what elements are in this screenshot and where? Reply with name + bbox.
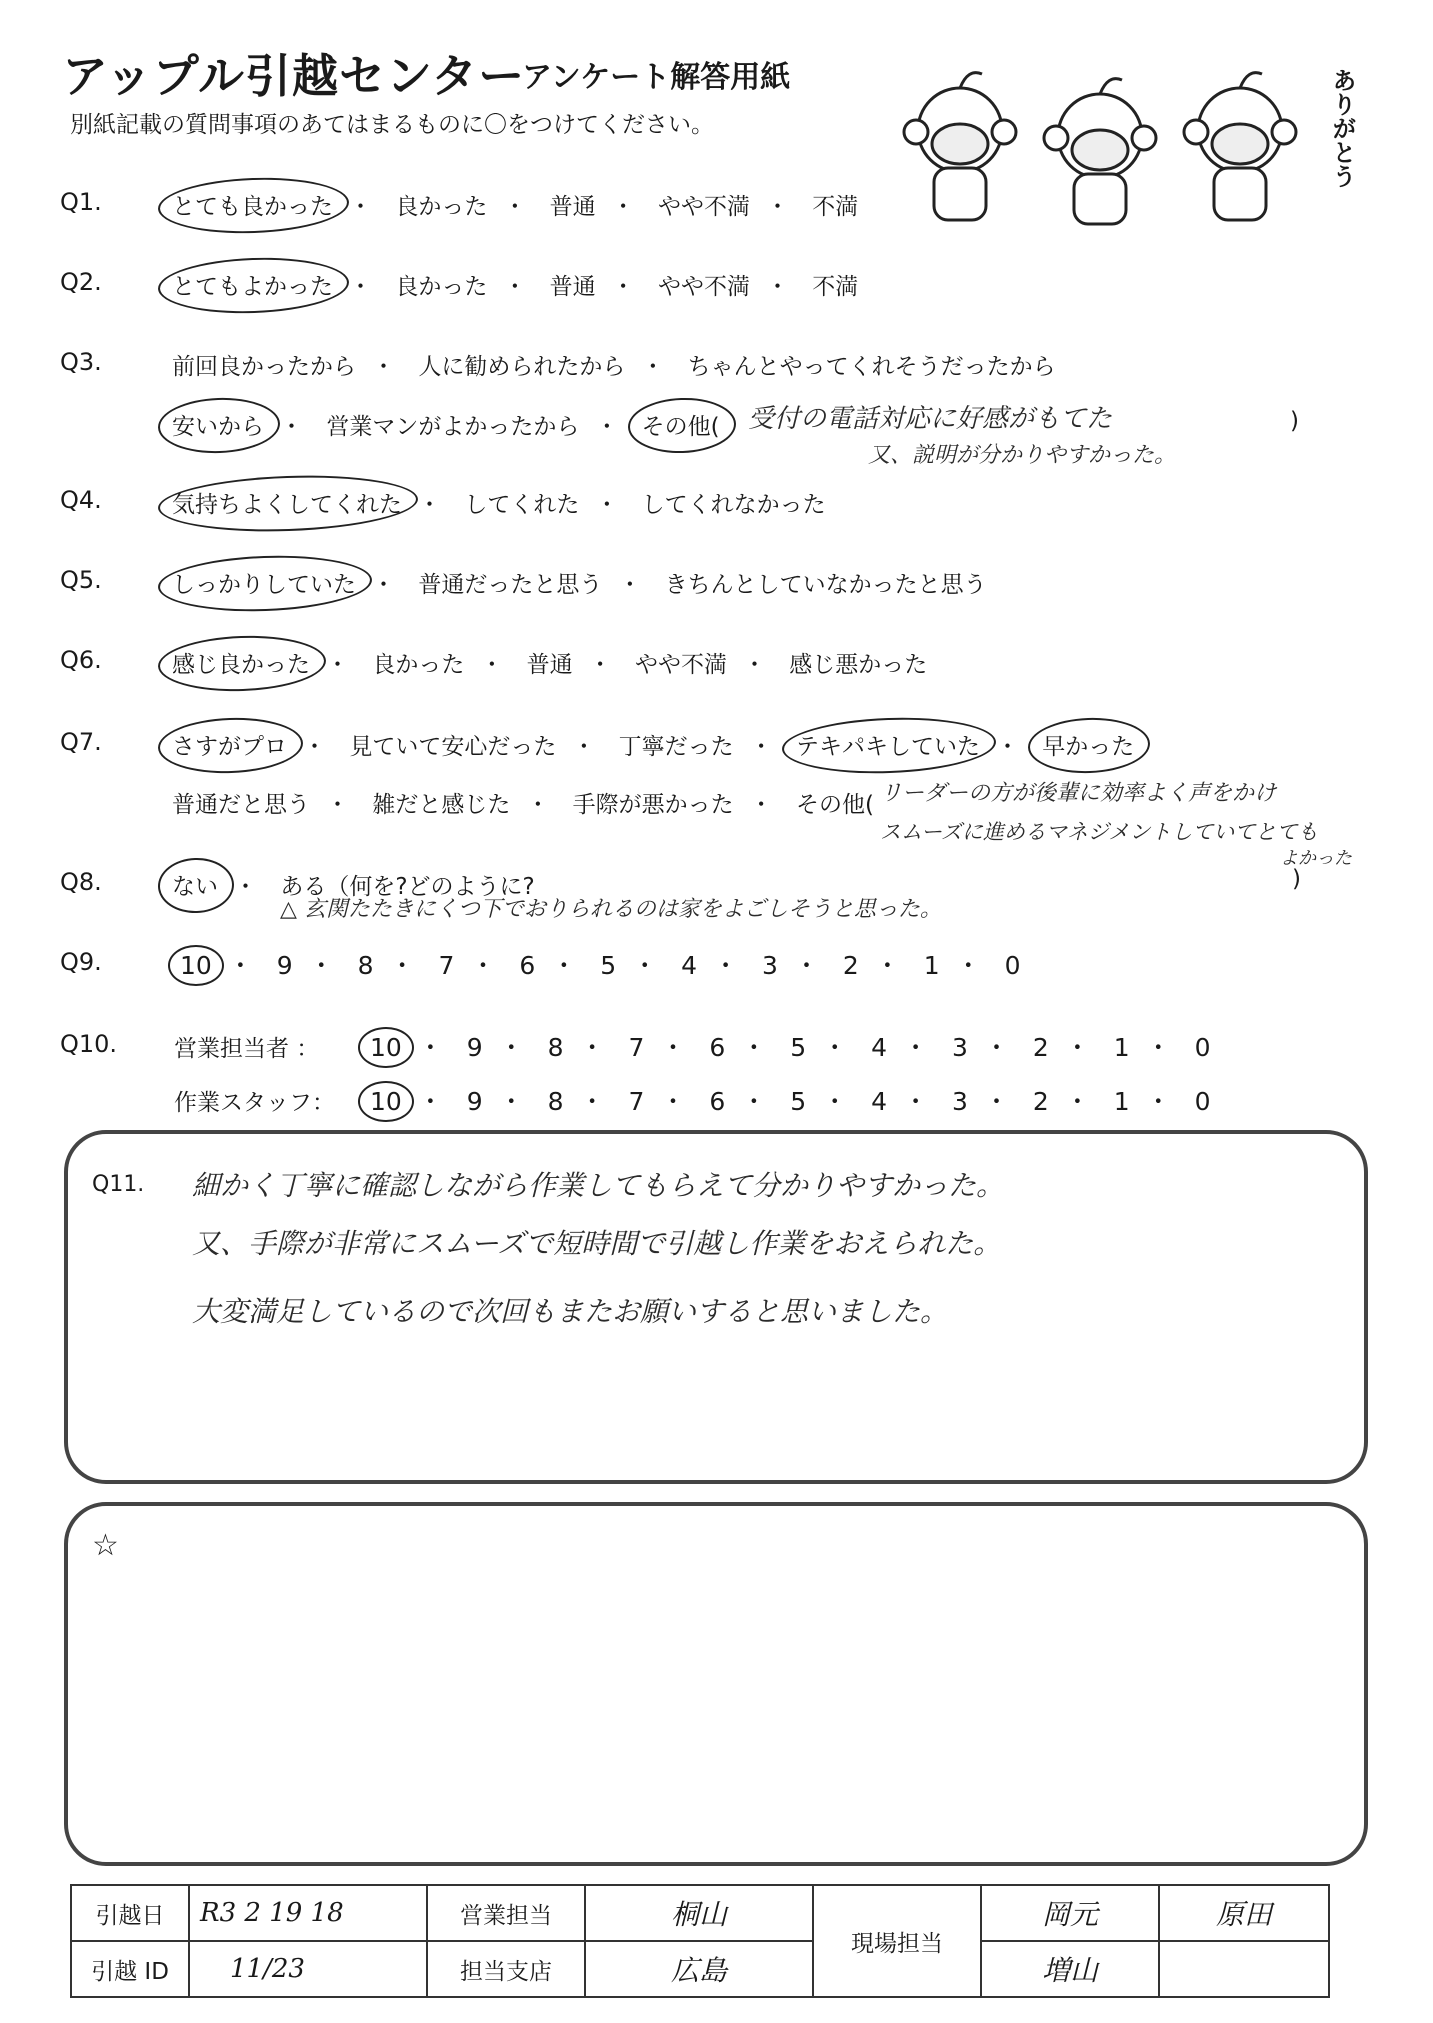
q8-options: ない ・ ある（何を?どのように? <box>168 868 539 901</box>
q9-score[interactable]: 9 <box>276 951 293 980</box>
thanks-text: ありがとう <box>1328 68 1356 188</box>
q10-staff-scale: 10 ・ 9 ・ 8 ・ 7 ・ 6 ・ 5 ・ 4 ・ 3 ・ 2 ・ 1 ・ 0 <box>366 1082 1215 1118</box>
q6-label: Q6. <box>60 646 102 674</box>
q7-option[interactable]: 普通だと思う <box>172 792 310 818</box>
q10-sales-score[interactable]: 0 <box>1194 1033 1211 1062</box>
q10-staff-score[interactable]: 3 <box>952 1087 968 1116</box>
q10-sales-score-selected[interactable]: 10 <box>366 1033 406 1062</box>
q9-label: Q9. <box>60 948 102 976</box>
q5-label: Q5. <box>60 566 102 594</box>
q1-option[interactable]: やや不満 <box>657 194 750 220</box>
q7-handwritten-note-2: スムーズに進めるマネジメントしていてとても <box>880 820 1319 844</box>
q10-staff-score[interactable]: 1 <box>1113 1087 1130 1116</box>
q7-options-row2: 普通だと思う ・ 雑だと感じた ・ 手際が悪かった ・ その他( <box>168 786 878 819</box>
q1-option-selected[interactable]: とても良かった <box>168 188 337 221</box>
q8-option-selected[interactable]: ない <box>168 868 222 901</box>
q9-score[interactable]: 7 <box>438 951 455 980</box>
form-subtitle: アンケート解答用紙 <box>522 60 791 95</box>
footer-info-table <box>70 1884 1330 1998</box>
q2-options: とてもよかった ・ 良かった ・ 普通 ・ やや不満 ・ 不満 <box>168 268 862 301</box>
q10-staff-score[interactable]: 5 <box>790 1087 807 1116</box>
q3-options-row2: 安いから ・ 営業マンがよかったから ・ その他( <box>168 408 724 441</box>
q8-handwritten-note: △ 玄関たたきにくつ下でおりられるのは家をよごしそうと思った。 <box>280 897 942 922</box>
monkey-icon-left <box>904 73 1016 220</box>
q9-score[interactable]: 2 <box>842 951 859 980</box>
sales-rep-value: 桐山 <box>585 1885 813 1941</box>
star-icon: ☆ <box>92 1528 119 1563</box>
q6-option[interactable]: やや不満 <box>634 652 727 678</box>
q9-score[interactable]: 6 <box>519 951 536 980</box>
q5-options: しっかりしていた ・ 普通だったと思う ・ きちんとしていなかったと思う <box>168 566 991 599</box>
q8-option[interactable]: ある（何を?どのように? <box>280 874 535 900</box>
site-rep-empty-cell <box>1159 1941 1329 1997</box>
site-rep-value-2: 増山 <box>981 1941 1159 1997</box>
q10-sales-score[interactable]: 2 <box>1032 1033 1049 1062</box>
monkey-mascots-illustration <box>900 60 1370 230</box>
q3-option[interactable]: 前回良かったから <box>172 354 356 380</box>
move-id-label: 引越 ID <box>71 1941 189 1997</box>
q10-sales-label: 営業担当者 ： <box>174 1036 320 1062</box>
q5-option[interactable]: 普通だったと思う <box>418 572 603 598</box>
monkey-icon-right <box>1184 73 1296 220</box>
q7-handwritten-note-1: リーダーの方が後輩に効率よく声をかけ <box>880 781 1277 806</box>
q7-option-other[interactable]: その他( <box>795 792 874 818</box>
q7-handwritten-note-3: よかった <box>1280 848 1352 869</box>
q10-staff-score[interactable]: 9 <box>466 1087 483 1116</box>
q3-handwritten-note-2: 又、説明が分かりやすかった。 <box>868 443 1177 468</box>
q9-score[interactable]: 8 <box>357 951 374 980</box>
q7-option[interactable]: 雑だと感じた <box>372 792 511 818</box>
q10-sales-score[interactable]: 4 <box>871 1033 888 1062</box>
site-rep-value-3: 原田 <box>1159 1885 1329 1941</box>
q1-option[interactable]: 普通 <box>549 194 596 220</box>
q3-close-paren: ) <box>1290 408 1299 434</box>
q4-option[interactable]: してくれた <box>464 492 580 518</box>
q4-options: 気持ちよくしてくれた ・ してくれた ・ してくれなかった <box>168 486 830 519</box>
q10-sales-score[interactable]: 7 <box>628 1033 645 1062</box>
q10-staff-label: 作業スタッフ： <box>174 1090 335 1116</box>
q10-staff-score[interactable]: 2 <box>1032 1087 1049 1116</box>
q9-score[interactable]: 0 <box>1004 951 1021 980</box>
q7-option-selected[interactable]: テキパキしていた <box>792 728 984 761</box>
q10-sales-score[interactable]: 9 <box>466 1033 483 1062</box>
monkey-icon-middle <box>1044 79 1156 224</box>
q10-staff-score[interactable]: 6 <box>709 1087 726 1116</box>
q2-label: Q2. <box>60 268 102 296</box>
q9-scale: 10 ・ 9 ・ 8 ・ 7 ・ 6 ・ 5 ・ 4 ・ 3 ・ 2 ・ 1 ・ 0 <box>176 946 1025 982</box>
sales-rep-label: 営業担当 <box>427 1885 585 1941</box>
q6-option[interactable]: 良かった <box>372 652 465 678</box>
free-comment-box[interactable] <box>64 1502 1368 1866</box>
q3-label: Q3. <box>60 348 102 376</box>
q9-score[interactable]: 5 <box>600 951 617 980</box>
q10-sales-score[interactable]: 6 <box>709 1033 726 1062</box>
q6-option[interactable]: 普通 <box>526 652 573 678</box>
q10-staff-score[interactable]: 4 <box>871 1087 888 1116</box>
q5-option[interactable]: きちんとしていなかったと思う <box>664 572 987 598</box>
q1-label: Q1. <box>60 188 102 216</box>
brand-title: アップル引越センター <box>62 49 526 103</box>
q6-option-selected[interactable]: 感じ良かった <box>168 646 314 679</box>
q4-label: Q4. <box>60 486 102 514</box>
q7-option-selected[interactable]: さすがプロ <box>168 728 291 761</box>
site-rep-value-1: 岡元 <box>981 1885 1159 1941</box>
move-date-value: R3 2 19 18 <box>189 1885 427 1941</box>
q3-option-other-selected[interactable]: その他( <box>638 408 724 441</box>
q10-staff-score[interactable]: 7 <box>628 1087 645 1116</box>
site-rep-label: 現場担当 <box>813 1885 981 1997</box>
q9-score[interactable]: 4 <box>681 951 698 980</box>
q2-option[interactable]: 普通 <box>549 274 596 300</box>
move-id-value: 11/23 <box>189 1941 427 1997</box>
q9-score-selected[interactable]: 10 <box>176 951 216 980</box>
q1-option[interactable]: 良かった <box>395 194 488 220</box>
q10-sales-score[interactable]: 8 <box>547 1033 564 1062</box>
q8-label: Q8. <box>60 868 102 896</box>
q6-options: 感じ良かった ・ 良かった ・ 普通 ・ やや不満 ・ 感じ悪かった <box>168 646 931 679</box>
q5-option-selected[interactable]: しっかりしていた <box>168 566 360 599</box>
q7-option[interactable]: 手際が悪かった <box>572 792 734 818</box>
q3-handwritten-note-1: 受付の電話対応に好感がもてた <box>748 404 1113 434</box>
q4-option-selected[interactable]: 気持ちよくしてくれた <box>168 486 406 519</box>
q7-option-selected[interactable]: 早かった <box>1038 728 1138 761</box>
q9-score[interactable]: 3 <box>762 951 778 980</box>
q9-score[interactable]: 1 <box>923 951 940 980</box>
q10-staff-score[interactable]: 8 <box>547 1087 564 1116</box>
q10-sales-scale: 10 ・ 9 ・ 8 ・ 7 ・ 6 ・ 5 ・ 4 ・ 3 ・ 2 ・ 1 ・ 0 <box>366 1028 1215 1064</box>
q10-sales-score[interactable]: 3 <box>952 1033 968 1062</box>
q6-option[interactable]: 感じ悪かった <box>789 652 928 678</box>
branch-value: 広島 <box>585 1941 813 1997</box>
move-date-label: 引越日 <box>71 1885 189 1941</box>
q1-option[interactable]: 不満 <box>812 194 859 220</box>
q11-handwritten-line-2: 又、手際が非常にスムーズで短時間で引越し作業をおえられた。 <box>192 1227 1002 1260</box>
q3-options-row1: 前回良かったから ・ 人に勧められたから ・ ちゃんとやってくれそうだったから <box>168 348 1060 381</box>
q3-option[interactable]: 営業マンがよかったから <box>326 414 580 440</box>
instruction-text: 別紙記載の質問事項のあてはまるものに〇をつけてください。 <box>70 112 714 138</box>
q10-staff-score[interactable]: 0 <box>1194 1087 1211 1116</box>
q4-option[interactable]: してくれなかった <box>641 492 826 518</box>
q2-option-selected[interactable]: とてもよかった <box>168 268 337 301</box>
q11-handwritten-line-1: 細かく丁寧に確認しながら作業してもらえて分かりやすかった。 <box>192 1169 1005 1202</box>
q1-options: とても良かった ・ 良かった ・ 普通 ・ やや不満 ・ 不満 <box>168 188 862 221</box>
q3-option-selected[interactable]: 安いから <box>168 408 268 441</box>
q10-sales-score[interactable]: 1 <box>1113 1033 1130 1062</box>
q7-options-row1: さすがプロ ・ 見ていて安心だった ・ 丁寧だった ・ テキパキしていた ・ 早かった <box>168 728 1138 761</box>
q2-option[interactable]: やや不満 <box>657 274 750 300</box>
q10-sales-score[interactable]: 5 <box>790 1033 807 1062</box>
q11-label: Q11. <box>92 1172 145 1197</box>
branch-label: 担当支店 <box>427 1941 585 1997</box>
q2-option[interactable]: 良かった <box>395 274 488 300</box>
q10-staff-score-selected[interactable]: 10 <box>366 1087 406 1116</box>
q7-label: Q7. <box>60 728 102 756</box>
q7-option[interactable]: 見ていて安心だった <box>349 734 557 760</box>
q3-option[interactable]: 人に勧められたから <box>418 354 626 380</box>
q10-label: Q10. <box>60 1030 118 1058</box>
q2-option[interactable]: 不満 <box>812 274 859 300</box>
q7-option[interactable]: 丁寧だった <box>618 734 734 760</box>
q3-option[interactable]: ちゃんとやってくれそうだったから <box>687 354 1056 380</box>
q11-handwritten-line-3: 大変満足しているので次回もまたお願いすると思いました。 <box>192 1295 949 1328</box>
q7-close-paren: ) <box>1292 866 1301 892</box>
